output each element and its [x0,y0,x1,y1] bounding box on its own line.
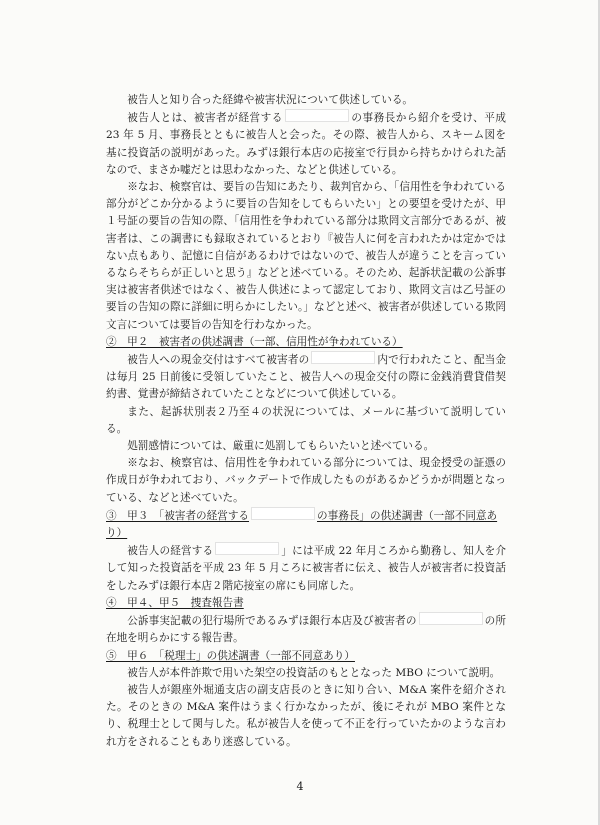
redaction-box [311,351,375,364]
redaction-box [251,507,315,520]
section-heading-4: ④ 甲４、甲５ 捜査報告書 [106,596,244,609]
paragraph: 被告人が本件詐欺で用いた架空の投資話のもととなった MBO について説明。 [127,666,501,679]
redaction-box [419,612,483,625]
prosecutor-note: ※なお、検察官は、要旨の告知にあたり、裁判官から、「信用性を争われている部分がどこか分かるように要旨の告知をしてもらいたい」との要望を受けたが、甲１号証の要旨の告知の際、「信用性を争われている部分は欺罔文言部分であるが、被害者は、この調書にも録取されているとおり『被告人に何を言われたかは定かではない点もあり、記憶に自信があるわけではないので、被告人が違うことを言っているならそちらが正しいと思う』などと述べている。そのため、起訴状記載の公訴事実は被害者供述ではなく、被告人供述によって認定しており、欺罔文言は乙号証の要旨の告知の際に詳細に明らかにしたい。」などと述べ、被害者が供述している欺罔文言については要旨の告知を行わなかった。 [106,181,506,331]
paragraph: 被告人の経営する 」には平成 22 年月ころから勤務し、知人を介して知った投資話を平成 23 年 5 月ころに被害者に伝え、被告人が被害者に投資話をしたみずほ銀行本店２階応接室の席にも同席した。 [106,542,506,595]
prosecutor-note: ※なお、検察官は、信用性を争われている部分については、現金授受の証憑の作成日が争われており、バックデートで作成したものがあるかどうかが問題となっている、などと述べていた。 [106,457,506,504]
redaction-box [215,542,279,555]
paragraph: 被告人への現金交付はすべて被害者の 内で行われたこと、配当金は毎月 25 日前後に受領していたこと、被告人への現金交付の際に金銭消費貸借契約書、覚書が締結されていたことなどについて供述している。 [106,351,506,404]
page-number: 4 [296,780,304,793]
paragraph: 被告人が銀座外堀通支店の副支店長のときに知り合い、M&A 案件を紹介された。そのときの M&A 案件はうまく行かなかったが、後にそれが MBO 案件となり、税理士として関与した。私が被告人を使って不正を行っていたかのような言われ方をされることもあり迷惑している。 [106,683,506,748]
paragraph: また、起訴状別表２乃至４の状況については、メールに基づいて説明している。 [106,405,506,435]
section-heading-3: ③ 甲３ 「被害者の経営する の事務長」の供述調書（一部不同意あり） [106,507,506,542]
section-heading-2: ② 甲２ 被害者の供述調書（一部、信用性が争われている） [106,335,403,348]
paragraph: 公訴事実記載の犯行場所であるみずほ銀行本店及び被害者の の所在地を明らかにする報告書。 [106,612,506,647]
section-heading-5: ⑤ 甲６ 「税理士」の供述調書（一部不同意あり） [106,649,355,662]
redaction-box [285,109,349,122]
paragraph: 被告人と知り合った経緯や被害状況について供述している。 [127,94,414,106]
document-body [106,92,506,751]
paragraph: 処罰感情については、厳重に処罰してもらいたいと述べている。 [127,440,435,453]
paragraph: 被告人とは、被害者が経営する の事務長から紹介を受け、平成 23 年 5 月、事務長とともに被告人と会った。その際、被告人から、スキーム図を基に投資話の説明があった。みずほ銀行本店の応接室で行員から持ちかけられた話なので、まさか嘘だとは思わなかった、などと供述している。 [106,109,506,179]
